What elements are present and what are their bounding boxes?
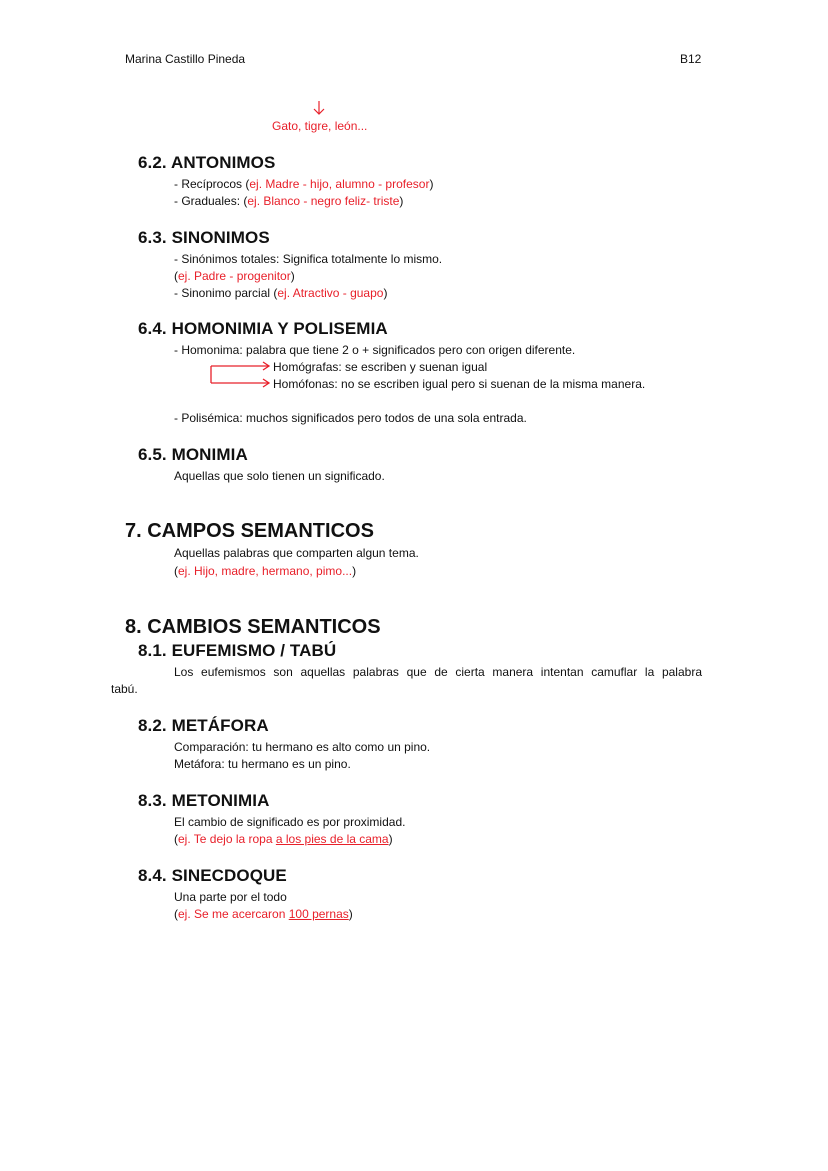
down-arrow-icon xyxy=(313,100,325,116)
section-6-4-title: 6.4. HOMONIMIA Y POLISEMIA xyxy=(138,319,388,338)
s82-line-2: Metáfora: tu hermano es un pino. xyxy=(174,757,351,771)
s64-homofonas: Homófonas: no se escriben igual pero si suenan de la misma manera. xyxy=(273,377,646,391)
s64-line-1: - Homonima: palabra que tiene 2 o + significados pero con origen diferente. xyxy=(174,343,576,357)
s64-homografas: Homógrafas: se escriben y suenan igual xyxy=(273,360,488,374)
section-7-title: 7. CAMPOS SEMANTICOS xyxy=(125,520,374,542)
section-6-2-title: 6.2. ANTONIMOS xyxy=(138,153,276,172)
section-8-3-title: 8.3. METONIMIA xyxy=(138,791,270,810)
section-8-title: 8. CAMBIOS SEMANTICOS xyxy=(125,616,381,638)
section-6-5-title: 6.5. MONIMIA xyxy=(138,445,248,464)
s84-line-2: (ej. Se me acercaron 100 pernas) xyxy=(174,907,353,921)
s82-line-1: Comparación: tu hermano es alto como un pino. xyxy=(174,740,431,754)
section-8-1-title: 8.1. EUFEMISMO / TABÚ xyxy=(138,641,337,660)
header-page-code: B12 xyxy=(680,52,702,66)
s65-line-1: Aquellas que solo tienen un significado. xyxy=(174,469,385,483)
s81-paragraph-line-1: Los eufemismos son aquellas palabras que de cierta manera intentan camuflar la palabra xyxy=(174,665,702,679)
s64-line-2: - Polisémica: muchos significados pero todos de una sola entrada. xyxy=(174,411,527,425)
branch-arrow-icon xyxy=(208,362,272,388)
section-8-2-title: 8.2. METÁFORA xyxy=(138,716,269,735)
s63-line-2: (ej. Padre - progenitor) xyxy=(174,269,295,283)
s7-line-2: (ej. Hijo, madre, hermano, pimo...) xyxy=(174,564,357,578)
s63-line-3: - Sinonimo parcial (ej. Atractivo - guapo) xyxy=(174,286,388,300)
s63-line-1: - Sinónimos totales: Significa totalmente lo mismo. xyxy=(174,252,443,266)
s62-line-1: - Recíprocos (ej. Madre - hijo, alumno - profesor) xyxy=(174,177,434,191)
section-8-4-title: 8.4. SINECDOQUE xyxy=(138,866,287,885)
s7-line-1: Aquellas palabras que comparten algun tema. xyxy=(174,546,419,560)
top-example: Gato, tigre, león... xyxy=(272,119,368,133)
s83-line-1: El cambio de significado es por proximidad. xyxy=(174,815,406,829)
s62-line-2: - Graduales: (ej. Blanco - negro feliz- triste) xyxy=(174,194,404,208)
header-author: Marina Castillo Pineda xyxy=(125,52,246,66)
s81-paragraph-line-2: tabú. xyxy=(111,682,138,696)
s83-line-2: (ej. Te dejo la ropa a los pies de la cama) xyxy=(174,832,393,846)
s84-line-1: Una parte por el todo xyxy=(174,890,287,904)
section-6-3-title: 6.3. SINONIMOS xyxy=(138,228,270,247)
